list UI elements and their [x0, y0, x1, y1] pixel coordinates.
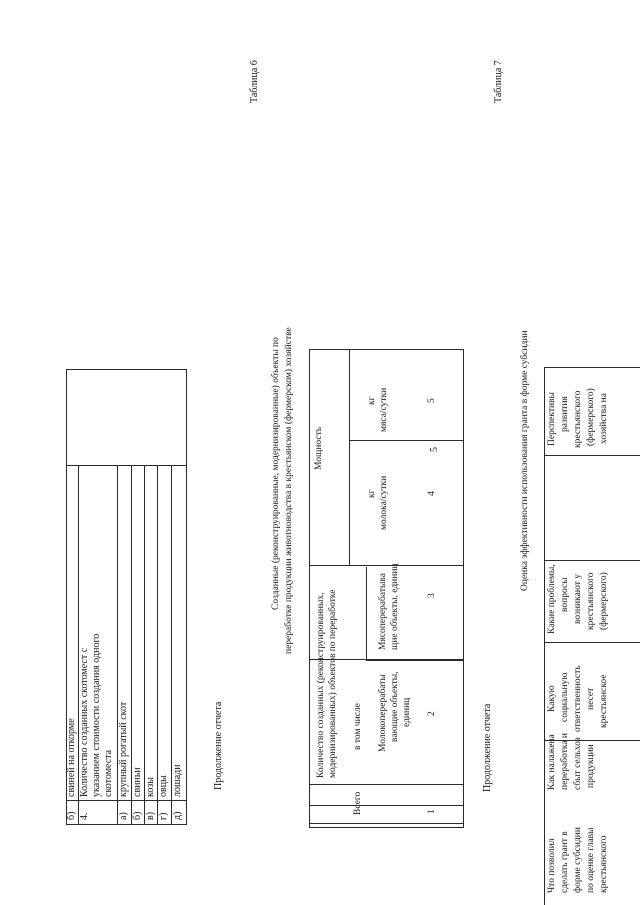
head-capacity: Мощность	[314, 426, 324, 470]
row-num: д)	[172, 811, 183, 820]
row-text: лошади	[172, 764, 183, 797]
t7-col3-line: крестьянское	[599, 674, 609, 728]
t7-col2-line: переработка и	[560, 733, 570, 790]
t7-col1-line: крестьянского	[599, 835, 609, 893]
head-total: Всего	[353, 791, 363, 815]
col-number: 3	[427, 593, 437, 598]
table-6-title: Таблица 6	[249, 60, 260, 103]
table-6-continuation: Продолжение отчета	[213, 701, 224, 790]
row-num: а)	[118, 812, 129, 820]
t7-col1-line: Что позволил	[547, 838, 557, 893]
t7-col3-line: социальную	[560, 672, 570, 722]
table-7-title: Таблица 7	[493, 60, 504, 103]
head-meat-line2: щие объекты, единиц	[390, 563, 400, 650]
row-text: крупный рогатый скот	[118, 701, 129, 797]
head-milk-line2: вающие объекты,	[390, 671, 400, 742]
t7-col5-line: развития	[560, 396, 570, 432]
row-text: указанием стоимости создания одного	[91, 633, 102, 797]
t7-col1-line: по оценке главы	[586, 827, 596, 893]
row-num: б)	[132, 811, 143, 820]
t7-col3-line: ответственность	[573, 665, 583, 732]
t7-col5-line: Перспективы	[547, 392, 557, 446]
t7-col2-line: продукции	[586, 744, 596, 788]
col-number: 5	[427, 398, 437, 403]
row-num: 4.	[79, 812, 90, 820]
t7-col3-line: Какую	[547, 685, 557, 712]
t7-col5-line: хозяйства на	[599, 393, 609, 444]
row-text: свиней на откорме	[66, 718, 77, 797]
head-milk-line3: единиц	[402, 697, 412, 727]
row-num: в)	[145, 811, 156, 820]
head-count-line2: модернизированных) объектов по переработке	[328, 589, 338, 778]
t7-col4-line: вопросы	[560, 577, 570, 612]
t7-col4-line: Какие проблемы,	[547, 564, 557, 634]
col-number: 1	[427, 809, 437, 814]
t7-col1-line: сделать грант в	[560, 831, 570, 893]
row-text: Количество созданных скотомест с	[79, 647, 90, 797]
head-kg-milk-2: молока/сутки	[379, 475, 389, 530]
head-meat-line1: Мясоперерабатыва	[378, 573, 388, 650]
page-number: 5	[429, 447, 440, 452]
row-num: б)	[66, 811, 77, 820]
row-num: г)	[158, 812, 169, 820]
t7-col5-line: крестьянского	[573, 390, 583, 448]
t7-col3-line: несет	[586, 687, 596, 710]
table-7-continuation: Продолжение отчета	[482, 703, 493, 792]
t7-col4-line: (фермерского)	[599, 572, 609, 630]
table-6-caption-line1: Созданные (реконструированные, модернизированные) объекты по	[271, 337, 281, 610]
t7-col1-line: форме субсидии	[573, 827, 583, 893]
row-text: скотоместа	[103, 749, 114, 797]
t7-col4-line: крестьянского	[586, 572, 596, 630]
head-milk-line1: Молокоперерабаты	[378, 674, 388, 752]
table-7-caption: Оценка эффективности использования гранта в форме субсидии	[520, 330, 530, 591]
col-number: 2	[427, 711, 437, 716]
row-text: козы	[145, 776, 156, 797]
head-including: в том числе	[353, 703, 363, 750]
head-kg-meat-2: мяса/сутки	[379, 387, 389, 432]
head-kg-milk-1: кг	[367, 489, 377, 498]
row-text: овцы	[158, 775, 169, 797]
t7-col4-line: возникают у	[573, 573, 583, 624]
row-text: свиньи	[132, 767, 143, 797]
t7-col2-line: сбыт сельхоз	[573, 737, 583, 790]
t7-col5-line: (фермерского)	[586, 388, 596, 446]
table-6-caption-line2: переработке продукции животноводства в крестьянском (фермерском) хозяйстве	[284, 327, 294, 654]
col-number: 4	[427, 491, 437, 496]
head-count-line1: Количество созданных (реконструированных,	[316, 592, 326, 778]
t7-col2-line: Как налажена	[547, 734, 557, 790]
head-kg-meat-1: кг	[367, 396, 377, 405]
